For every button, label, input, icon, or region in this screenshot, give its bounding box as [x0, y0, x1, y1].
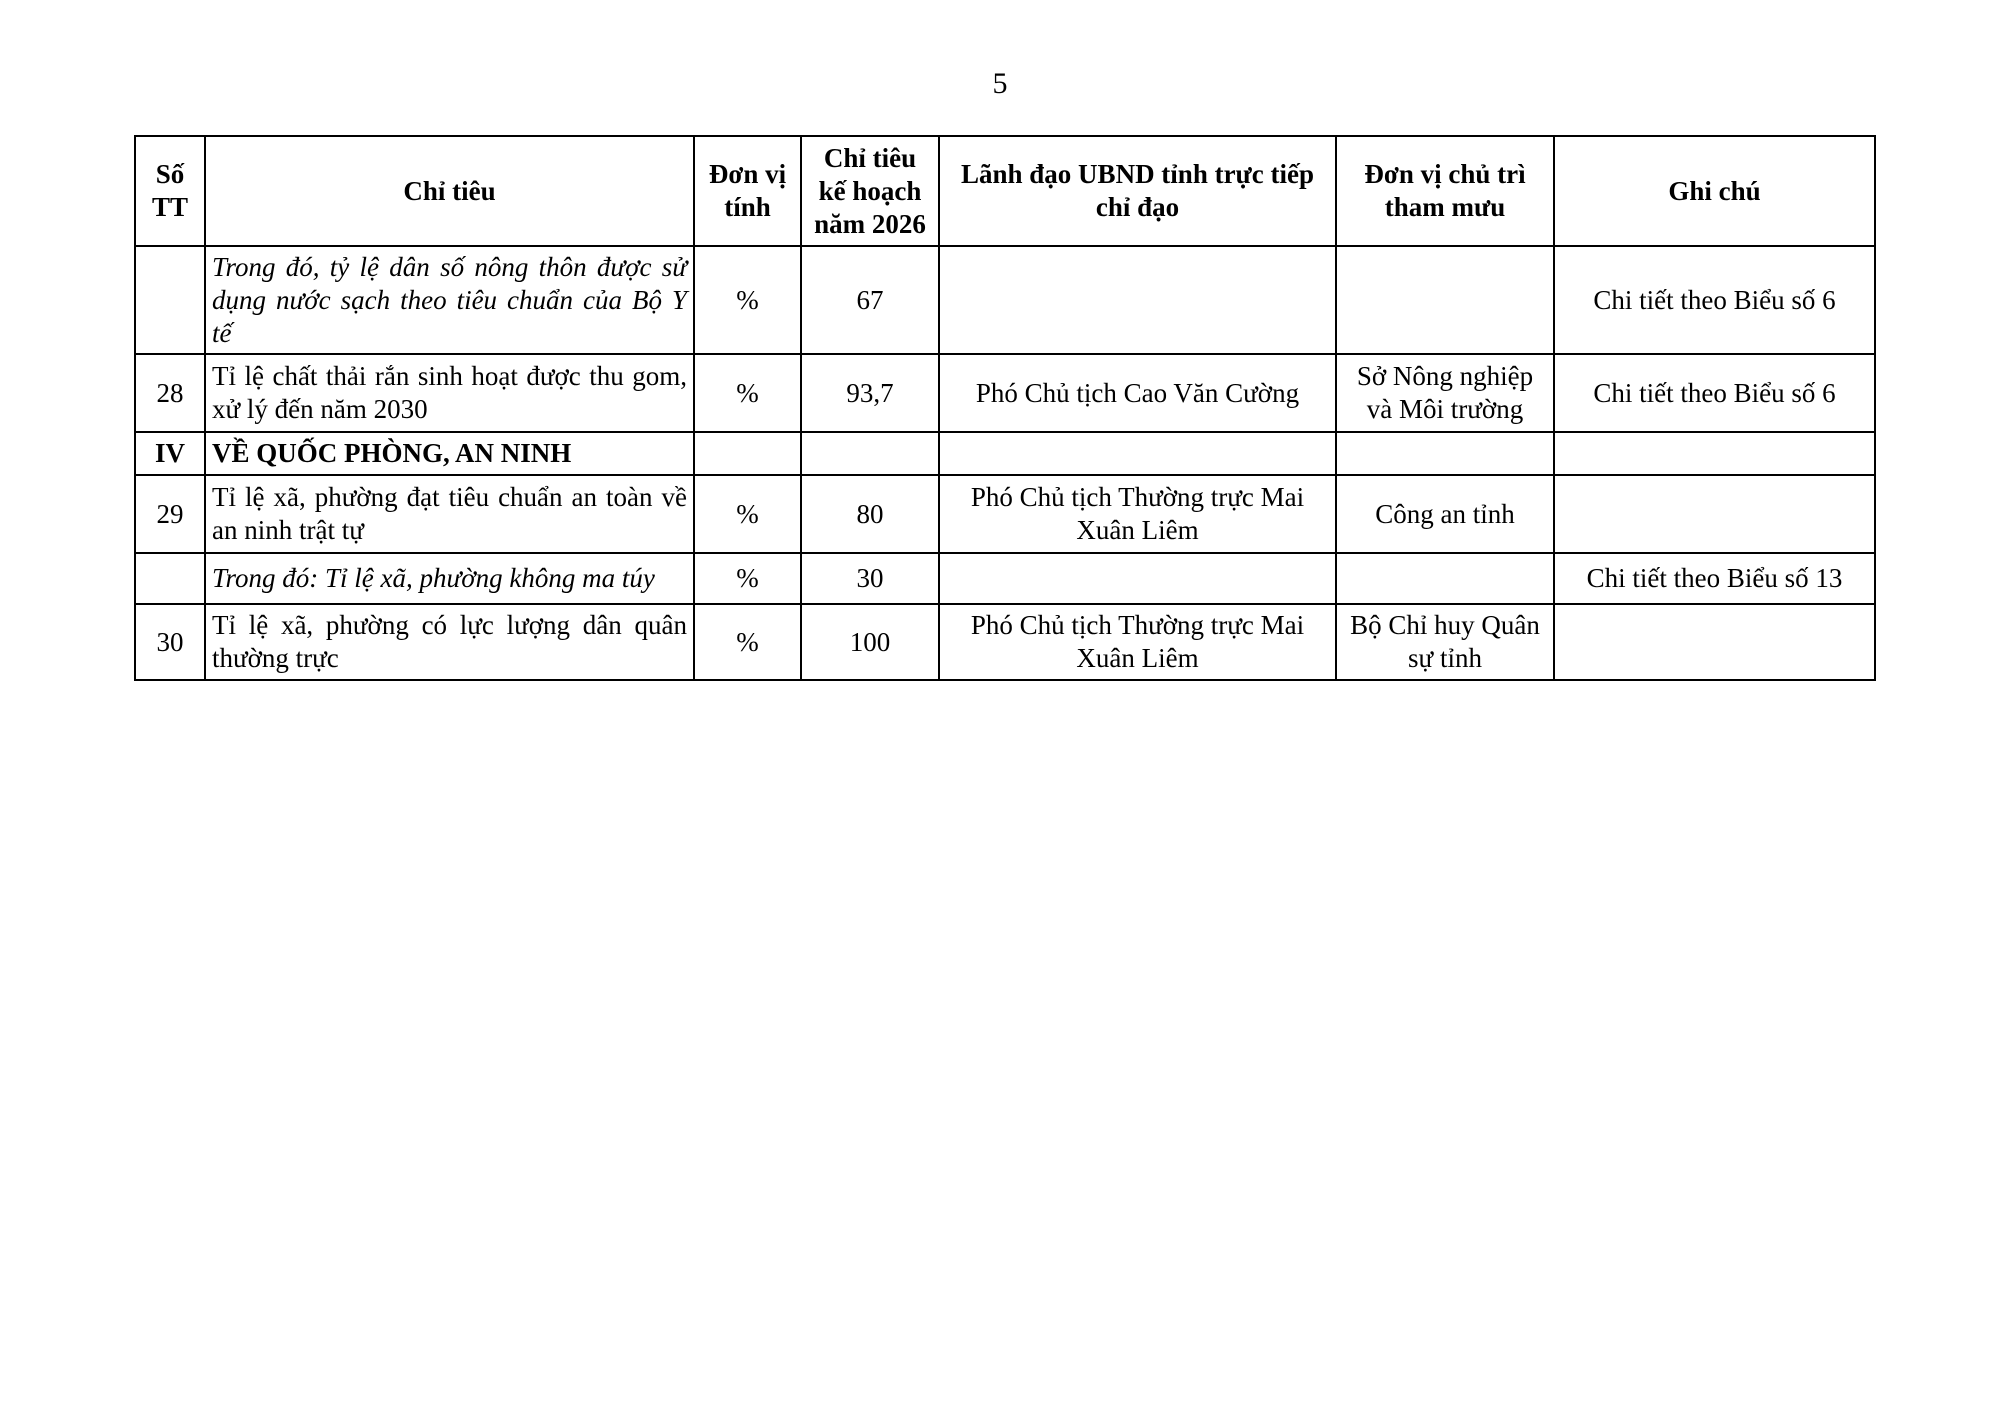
header-indicator: Chỉ tiêu: [205, 136, 694, 246]
cell-indicator: Trong đó, tỷ lệ dân số nông thôn được sử dụng nước sạch theo tiêu chuẩn của Bộ Y tế: [205, 246, 694, 354]
cell-stt: 28: [135, 354, 205, 432]
cell-stt: [135, 246, 205, 354]
cell-unit: %: [694, 604, 801, 680]
cell-unit: [694, 432, 801, 475]
table-row: [135, 604, 1875, 680]
header-target: Chỉ tiêu kế hoạch năm 2026: [801, 136, 939, 246]
cell-unit: %: [694, 246, 801, 354]
cell-unit: %: [694, 354, 801, 432]
cell-leader: [939, 432, 1336, 475]
header-stt: Số TT: [135, 136, 205, 246]
cell-note: Chi tiết theo Biểu số 6: [1554, 354, 1875, 432]
table-header-row: [135, 136, 1875, 246]
table-row: [135, 475, 1875, 553]
cell-lead-agency: Sở Nông nghiệp và Môi trường: [1336, 354, 1554, 432]
table-row: [135, 553, 1875, 604]
header-note: Ghi chú: [1554, 136, 1875, 246]
cell-stt: 29: [135, 475, 205, 553]
cell-leader: Phó Chủ tịch Thường trực Mai Xuân Liêm: [939, 475, 1336, 553]
cell-target: 30: [801, 553, 939, 604]
cell-lead-agency: [1336, 432, 1554, 475]
cell-leader: [939, 246, 1336, 354]
header-leader: Lãnh đạo UBND tỉnh trực tiếp chỉ đạo: [939, 136, 1336, 246]
cell-lead-agency: Bộ Chỉ huy Quân sự tỉnh: [1336, 604, 1554, 680]
cell-lead-agency: [1336, 246, 1554, 354]
cell-target: 67: [801, 246, 939, 354]
cell-unit: %: [694, 475, 801, 553]
cell-note: [1554, 604, 1875, 680]
page-number: 5: [992, 67, 1008, 100]
plan-indicator-table: [134, 135, 1876, 681]
cell-note: [1554, 432, 1875, 475]
table-row: [135, 354, 1875, 432]
cell-stt: [135, 553, 205, 604]
cell-indicator: Tỉ lệ xã, phường có lực lượng dân quân thường trực: [205, 604, 694, 680]
cell-indicator: Tỉ lệ xã, phường đạt tiêu chuẩn an toàn về an ninh trật tự: [205, 475, 694, 553]
cell-lead-agency: Công an tỉnh: [1336, 475, 1554, 553]
cell-leader: Phó Chủ tịch Thường trực Mai Xuân Liêm: [939, 604, 1336, 680]
cell-note: Chi tiết theo Biểu số 6: [1554, 246, 1875, 354]
cell-stt: IV: [135, 432, 205, 475]
cell-lead-agency: [1336, 553, 1554, 604]
cell-target: 80: [801, 475, 939, 553]
cell-target: [801, 432, 939, 475]
header-lead-agency: Đơn vị chủ trì tham mưu: [1336, 136, 1554, 246]
cell-note: Chi tiết theo Biểu số 13: [1554, 553, 1875, 604]
cell-indicator: Trong đó: Tỉ lệ xã, phường không ma túy: [205, 553, 694, 604]
cell-unit: %: [694, 553, 801, 604]
cell-leader: Phó Chủ tịch Cao Văn Cường: [939, 354, 1336, 432]
table-row: [135, 246, 1875, 354]
header-unit: Đơn vị tính: [694, 136, 801, 246]
cell-stt: 30: [135, 604, 205, 680]
cell-target: 100: [801, 604, 939, 680]
table-section-row: [135, 432, 1875, 475]
cell-leader: [939, 553, 1336, 604]
cell-note: [1554, 475, 1875, 553]
cell-section-title: VỀ QUỐC PHÒNG, AN NINH: [205, 432, 694, 475]
cell-target: 93,7: [801, 354, 939, 432]
cell-indicator: Tỉ lệ chất thải rắn sinh hoạt được thu gom, xử lý đến năm 2030: [205, 354, 694, 432]
